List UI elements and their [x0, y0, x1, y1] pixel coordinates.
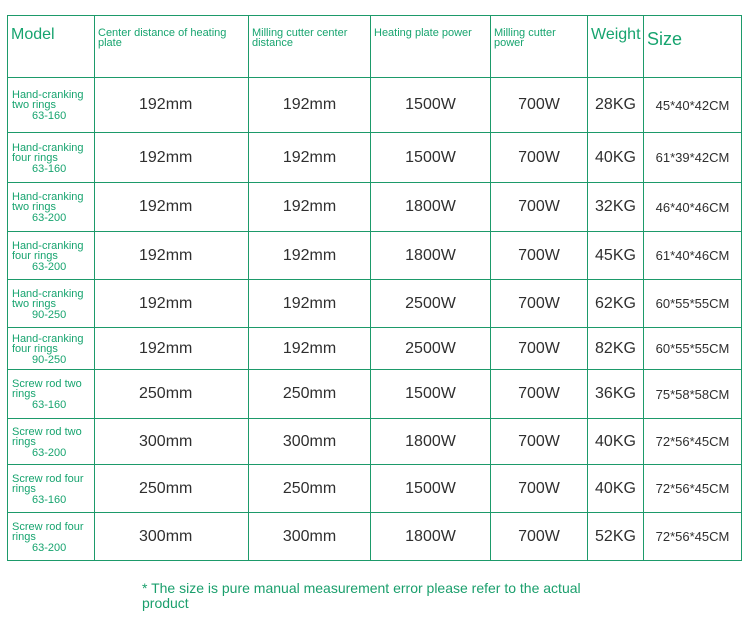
table-row [8, 232, 742, 280]
model-cell [8, 280, 95, 328]
model-cell [8, 183, 95, 232]
heating-power-cell: 2500W [371, 328, 491, 370]
header-row [8, 16, 742, 78]
cutter-distance-cell: 192mm [249, 133, 371, 183]
heating-power-cell: 1500W [371, 133, 491, 183]
model-code: 63-200 [32, 541, 67, 554]
model-code: 90-250 [32, 308, 67, 321]
model-code: 90-250 [32, 353, 67, 366]
cutter-distance-cell: 192mm [249, 232, 371, 280]
header-heating-power: Heating plate power [371, 16, 491, 78]
cutter-power-cell: 700W [491, 232, 588, 280]
model-name: Hand-cranking two rings [12, 89, 84, 111]
weight-cell: 36KG [588, 370, 644, 419]
header-weight: Weight [588, 16, 644, 78]
model-cell [8, 232, 95, 280]
model-cell [8, 465, 95, 513]
model-code: 63-200 [32, 260, 67, 273]
model-name: Hand-cranking four rings [12, 239, 84, 262]
heating-power-cell: 1800W [371, 232, 491, 280]
center-distance-cell: 300mm [95, 419, 249, 465]
cutter-distance-cell: 300mm [249, 419, 371, 465]
cutter-power-cell: 700W [491, 465, 588, 513]
footnote: * The size is pure manual measurement error please refer to the actual product [142, 580, 581, 611]
table-row [8, 328, 742, 370]
size-cell: 45*40*42CM [644, 78, 742, 133]
cutter-power-cell: 700W [491, 183, 588, 232]
model-name: Screw rod four rings [12, 520, 84, 543]
size-cell: 61*40*46CM [644, 232, 742, 280]
table-row [8, 465, 742, 513]
center-distance-cell: 192mm [95, 78, 249, 133]
model-code: 63-160 [32, 110, 67, 122]
model-code: 63-160 [32, 399, 67, 411]
heating-power-cell: 1500W [371, 370, 491, 419]
table-row [8, 370, 742, 419]
spec-table [7, 15, 742, 561]
table-row [8, 513, 742, 561]
weight-cell: 40KG [588, 419, 644, 465]
center-distance-cell: 192mm [95, 133, 249, 183]
model-code: 63-200 [32, 212, 67, 224]
model-code: 63-160 [32, 493, 67, 506]
weight-cell: 82KG [588, 328, 644, 370]
heating-power-cell: 1800W [371, 513, 491, 561]
model-code: 63-160 [32, 162, 67, 175]
size-cell: 75*58*58CM [644, 370, 742, 419]
heating-power-cell: 1800W [371, 419, 491, 465]
cutter-distance-cell: 250mm [249, 465, 371, 513]
size-cell: 72*56*45CM [644, 465, 742, 513]
model-cell [8, 419, 95, 465]
model-name: Screw rod two rings [12, 378, 82, 400]
weight-cell: 52KG [588, 513, 644, 561]
cutter-power-cell: 700W [491, 370, 588, 419]
size-cell: 46*40*46CM [644, 183, 742, 232]
size-cell: 72*56*45CM [644, 419, 742, 465]
header-model: Model [8, 16, 95, 78]
weight-cell: 32KG [588, 183, 644, 232]
model-name: Screw rod four rings [12, 472, 84, 495]
model-name: Screw rod two rings [12, 425, 82, 448]
table-row [8, 419, 742, 465]
heating-power-cell: 1500W [371, 465, 491, 513]
cutter-distance-cell: 250mm [249, 370, 371, 419]
model-name: Hand-cranking four rings [12, 141, 84, 164]
cutter-distance-cell: 300mm [249, 513, 371, 561]
table-row [8, 183, 742, 232]
cutter-power-cell: 700W [491, 419, 588, 465]
cutter-distance-cell: 192mm [249, 183, 371, 232]
size-cell: 60*55*55CM [644, 280, 742, 328]
weight-cell: 45KG [588, 232, 644, 280]
heating-power-cell: 1800W [371, 183, 491, 232]
cutter-power-cell: 700W [491, 328, 588, 370]
cutter-distance-cell: 192mm [249, 328, 371, 370]
weight-cell: 40KG [588, 133, 644, 183]
header-size: Size [644, 16, 742, 78]
header-cutter-distance: Milling cutter center distance [249, 16, 371, 78]
header-center-distance: Center distance of heating plate [95, 16, 249, 78]
cutter-distance-cell: 192mm [249, 78, 371, 133]
table-row [8, 133, 742, 183]
model-name: Hand-cranking four rings [12, 332, 84, 355]
cutter-distance-cell: 192mm [249, 280, 371, 328]
table-row [8, 78, 742, 133]
model-cell [8, 133, 95, 183]
center-distance-cell: 192mm [95, 280, 249, 328]
size-cell: 60*55*55CM [644, 328, 742, 370]
center-distance-cell: 250mm [95, 465, 249, 513]
center-distance-cell: 192mm [95, 183, 249, 232]
weight-cell: 40KG [588, 465, 644, 513]
weight-cell: 28KG [588, 78, 644, 133]
heating-power-cell: 1500W [371, 78, 491, 133]
model-code: 63-200 [32, 446, 67, 459]
model-name: Hand-cranking two rings [12, 191, 84, 213]
model-cell [8, 328, 95, 370]
size-cell: 61*39*42CM [644, 133, 742, 183]
center-distance-cell: 192mm [95, 232, 249, 280]
model-name: Hand-cranking two rings [12, 287, 84, 310]
center-distance-cell: 300mm [95, 513, 249, 561]
size-cell: 72*56*45CM [644, 513, 742, 561]
model-cell [8, 78, 95, 133]
header-cutter-power: Milling cutter power [491, 16, 588, 78]
center-distance-cell: 192mm [95, 328, 249, 370]
cutter-power-cell: 700W [491, 280, 588, 328]
cutter-power-cell: 700W [491, 133, 588, 183]
weight-cell: 62KG [588, 280, 644, 328]
table-row [8, 280, 742, 328]
model-cell [8, 513, 95, 561]
center-distance-cell: 250mm [95, 370, 249, 419]
model-cell [8, 370, 95, 419]
cutter-power-cell: 700W [491, 78, 588, 133]
heating-power-cell: 2500W [371, 280, 491, 328]
cutter-power-cell: 700W [491, 513, 588, 561]
